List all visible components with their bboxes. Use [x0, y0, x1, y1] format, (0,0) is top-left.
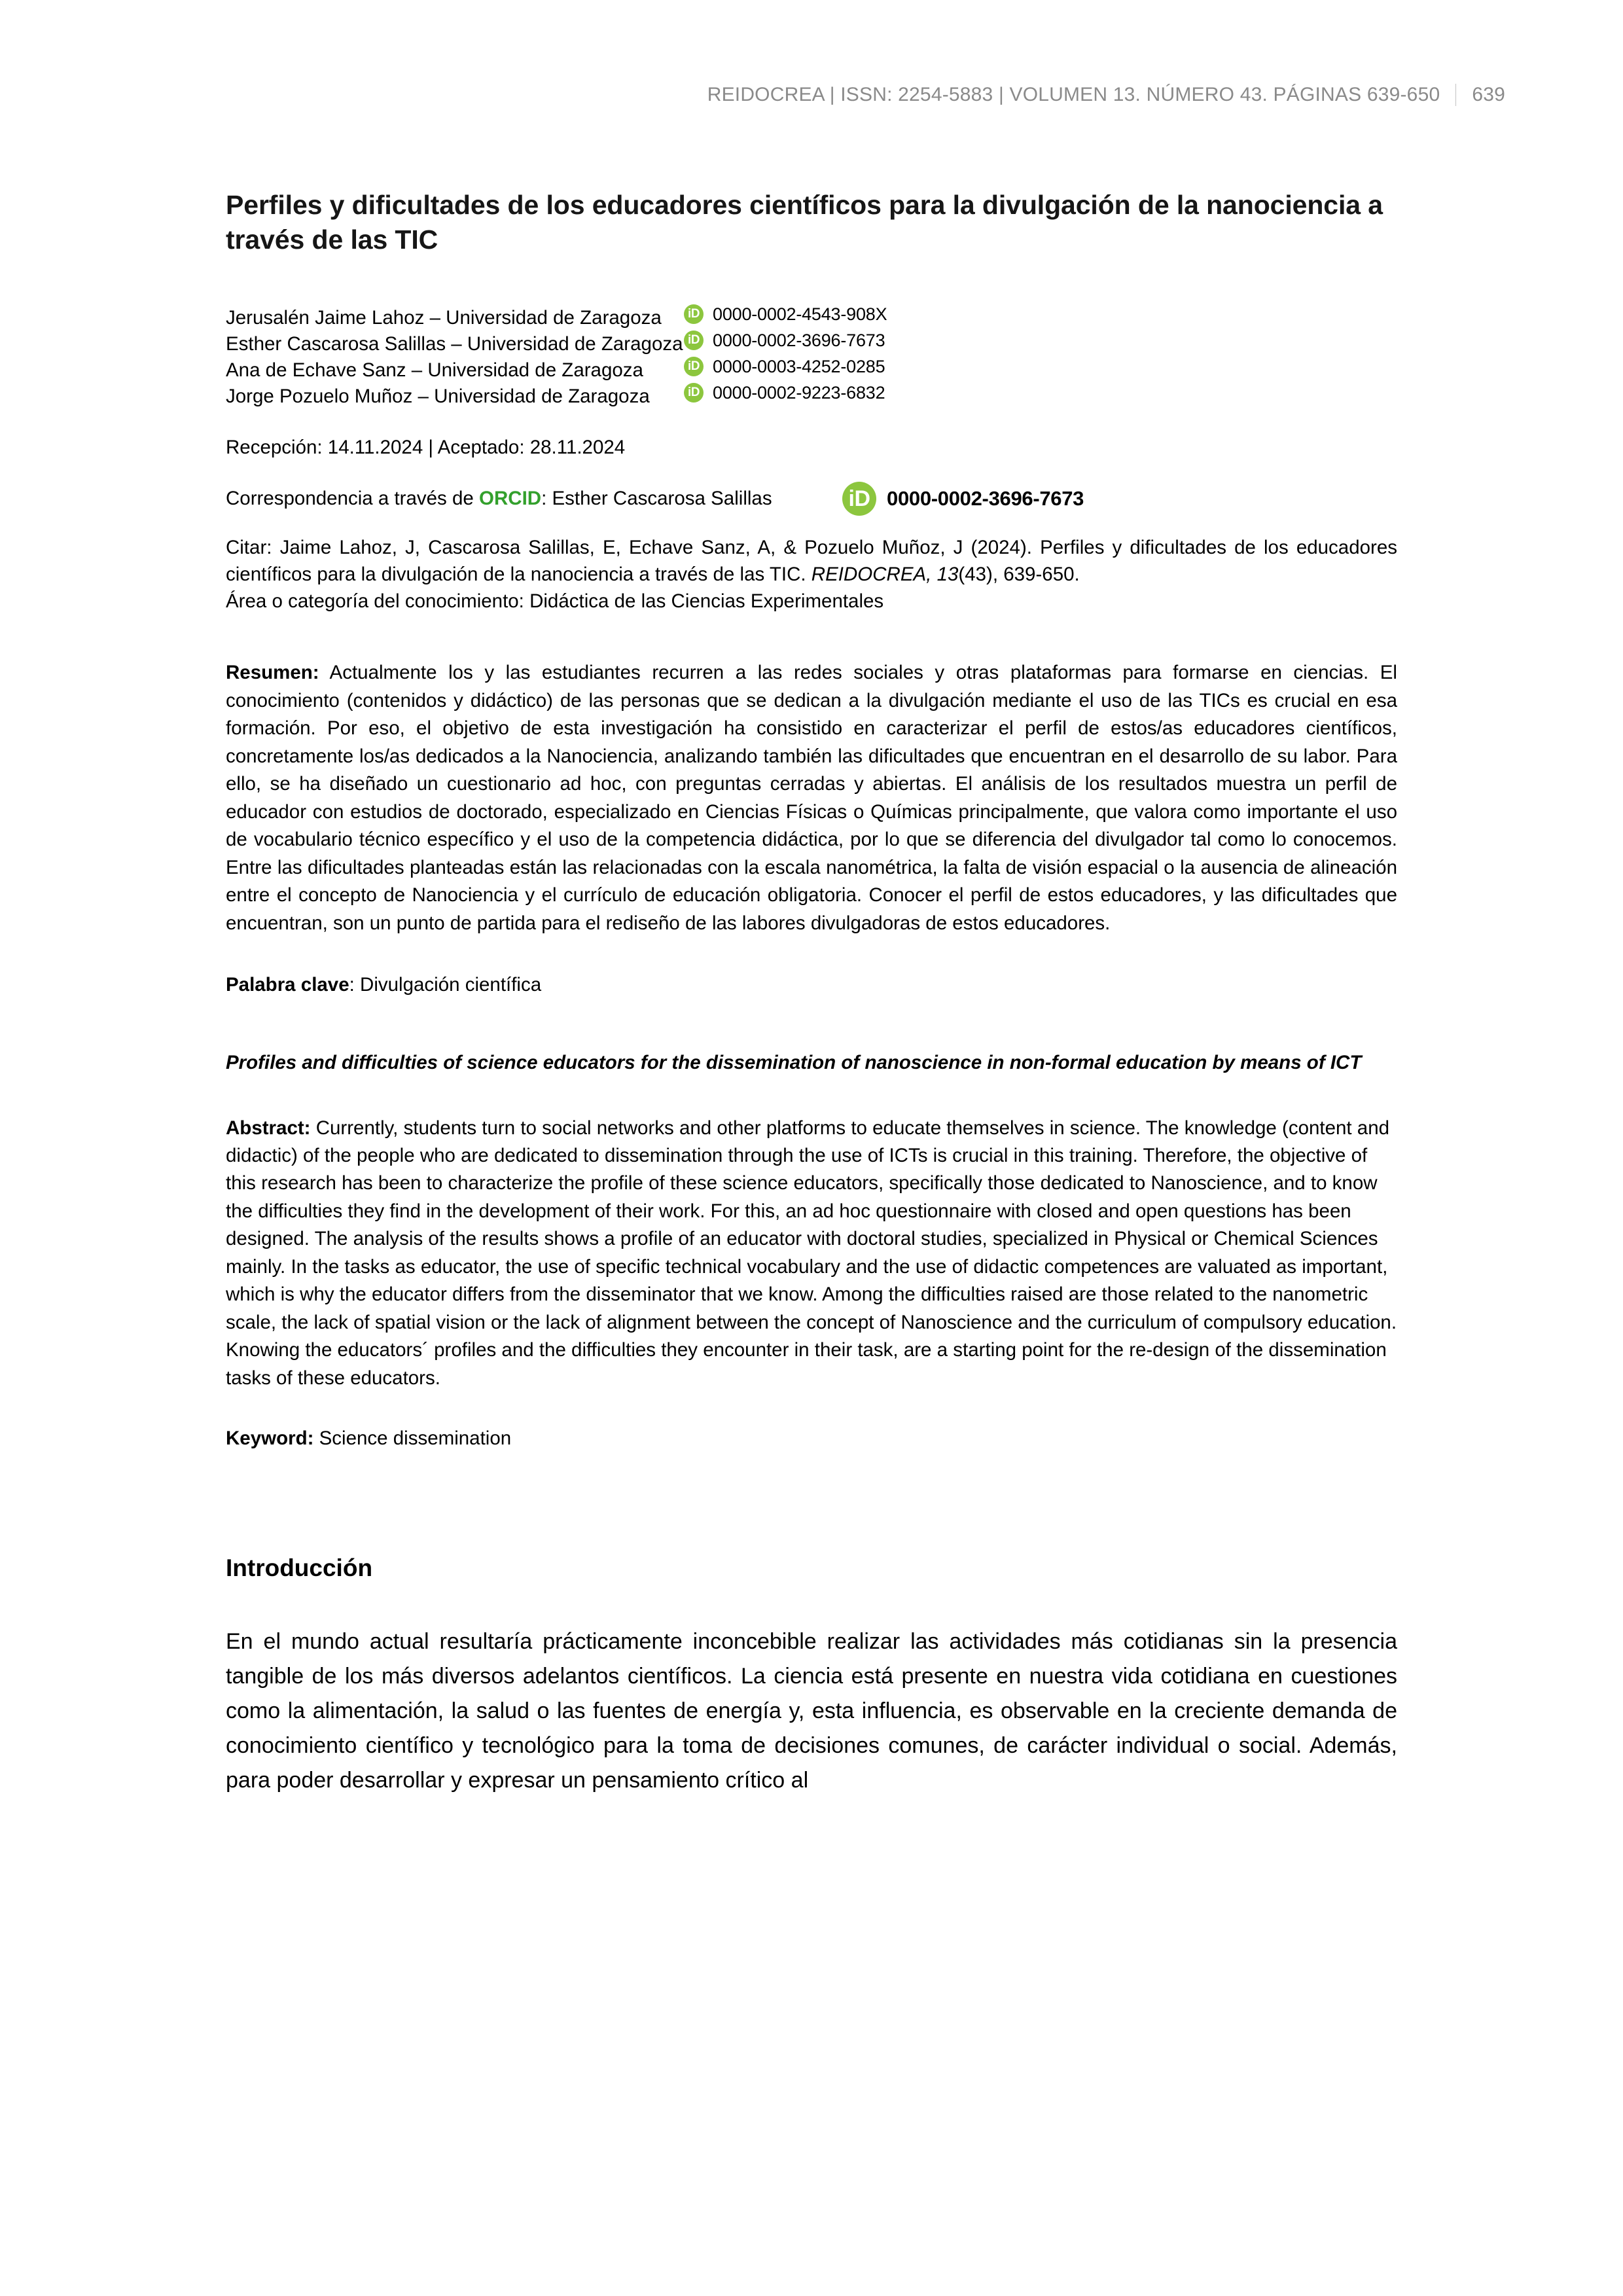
introduction-paragraph: En el mundo actual resultaría prácticamente inconcebible realizar las actividades más cotidianas sin la presencia tangible de los más diversos adelantos científicos. La ciencia está presente en nuestra vida cotidiana en cuestiones como la alimentación, la salud o las fuentes de energía y, esta influencia, es observable en la creciente demanda de conocimiento científico y tecnológico para la toma de decisiones comunes, de carácter individual o social. Además, para poder desarrollar y expresar un pensamiento crítico al	[226, 1628, 1397, 1793]
citation-part2: (43), 639-650.	[958, 563, 1080, 585]
correspondence-orcid[interactable]	[842, 482, 1084, 516]
english-title: Profiles and difficulties of science educators for the dissemination of nanoscience in non-formal education by means of ICT	[226, 1051, 1362, 1073]
orcid-id-icon	[684, 383, 704, 403]
abstract-label: Abstract:	[226, 1117, 311, 1139]
keyword-label: Keyword:	[226, 1427, 314, 1450]
page-title: Perfiles y dificultades de los educadores científicos para la divulgación de la nanociencia a través de las TIC	[226, 190, 1383, 255]
orcid-id-icon	[684, 304, 704, 324]
orcid-icon-label: iD	[688, 333, 700, 348]
author-orcid[interactable]	[684, 380, 885, 406]
knowledge-area-line: Área o categoría del conocimiento: Didáctica de las Ciencias Experimentales	[226, 590, 884, 613]
content-column	[226, 0, 1397, 1798]
author-orcid[interactable]	[684, 301, 887, 327]
citation-part1: Citar: Jaime Lahoz, J, Cascarosa Salillas, E, Echave Sanz, A, & Pozuelo Muñoz, J (2024). Perfiles y dificultades de los educadores científicos para la divulgación de la nanociencia a través de las TIC.	[226, 536, 1397, 585]
author-name: Jorge Pozuelo Muñoz – Universidad de Zaragoza	[226, 385, 650, 407]
running-head-journal-line: REIDOCREA | ISSN: 2254-5883 | VOLUMEN 13. NÚMERO 43. PÁGINAS 639-650	[707, 84, 1440, 105]
resumen-label: Resumen:	[226, 662, 319, 684]
orcid-link[interactable]: ORCID	[479, 487, 542, 509]
orcid-id-number: 0000-0003-4252-0285	[713, 356, 885, 376]
orcid-id-number: 0000-0002-4543-908X	[713, 304, 887, 324]
orcid-id-icon	[684, 357, 704, 376]
keyword-block	[226, 1425, 1397, 1452]
orcid-icon-label: iD	[688, 386, 700, 400]
correspondence-line	[226, 480, 1397, 517]
author-list	[226, 301, 1397, 406]
running-head-divider	[1455, 84, 1456, 106]
orcid-icon-label: iD	[688, 307, 700, 321]
author-name: Jerusalén Jaime Lahoz – Universidad de Zaragoza	[226, 306, 662, 329]
orcid-id-icon	[684, 331, 704, 350]
orcid-id-number: 0000-0002-3696-7673	[887, 486, 1084, 510]
citation-journal: REIDOCREA, 13	[811, 563, 959, 585]
author-name: Ana de Echave Sanz – Universidad de Zaragoza	[226, 359, 643, 381]
author-orcid[interactable]	[684, 327, 885, 353]
palabra-clave-block	[226, 971, 1397, 999]
abstract-text: Currently, students turn to social networks and other platforms to educate themselves in science. The knowledge (content and didactic) of the people who are dedicated to dissemination through the use of ICTs is crucial in this training. Therefore, the objective of this research has been to characterize the profile of these science educators, specifically those dedicated to Nanoscience, and to know the difficulties they find in the development of their work. For this, an ad hoc questionnaire with closed and open questions has been designed. The analysis of the results shows a profile of an educator with doctoral studies, specialized in Physical or Chemical Sciences mainly. In the tasks as educator, the use of specific technical vocabulary and the use of didactic competences are valuated as important, which is why the educator differs from the disseminator that we know. Among the difficulties raised are those related to the nanometric scale, the lack of spatial vision or the lack of alignment between the concept of Nanoscience and the curriculum of compulsory education. Knowing the educators´ profiles and the difficulties they encounter in their task, are a starting point for the re-design of the dissemination tasks of these educators.	[226, 1117, 1397, 1389]
author-row	[226, 353, 1397, 380]
author-row	[226, 380, 1397, 406]
author-row	[226, 301, 1397, 327]
resumen-block	[226, 659, 1397, 937]
palabra-clave-label: Palabra clave	[226, 974, 349, 996]
correspondence-text	[226, 488, 815, 510]
orcid-icon-label: iD	[848, 486, 870, 511]
orcid-id-number: 0000-0002-9223-6832	[713, 382, 885, 403]
reception-acceptance-dates: Recepción: 14.11.2024 | Aceptado: 28.11.2024	[226, 436, 626, 458]
section-heading-introduccion: Introducción	[226, 1554, 373, 1581]
orcid-icon-label: iD	[688, 359, 700, 374]
resumen-text: Actualmente los y las estudiantes recurren a las redes sociales y otras plataformas para formarse en ciencias. El conocimiento (contenidos y didáctico) de las personas que se dedican a la divulgación mediante el uso de las TICs es crucial en esa formación. Por eso, el objetivo de esta investigación ha consistido en caracterizar el perfil de estos/as educadores científicos, concretamente los/as dedicados a la Nanociencia, analizando también las dificultades que encuentran en el desarrollo de su labor. Para ello, se ha diseñado un cuestionario ad hoc, con preguntas cerradas y abiertas. El análisis de los resultados muestra un perfil de educador con estudios de doctorado, especializado en Ciencias Físicas o Químicas principalmente, que valora como importante el uso de vocabulario técnico específico y el uso de la competencia didáctica, por lo que se diferencia del divulgador tal como lo conocemos. Entre las dificultades planteadas están las relacionadas con la escala nanométrica, la falta de visión espacial o la ausencia de alineación entre el concepto de Nanociencia y el currículo de educación obligatoria. Conocer el perfil de estos educadores, y las dificultades que encuentran, son un punto de partida para el rediseño de las labores divulgadoras de estos educadores.	[226, 662, 1397, 934]
author-orcid[interactable]	[684, 353, 885, 380]
page-number: 639	[1472, 84, 1505, 105]
palabra-clave-text: : Divulgación científica	[349, 974, 542, 996]
keyword-text: Science dissemination	[313, 1427, 512, 1450]
correspondence-prefix: Correspondencia a través de	[226, 487, 480, 509]
author-name: Esther Cascarosa Salillas – Universidad de Zaragoza	[226, 332, 683, 355]
author-row	[226, 327, 1397, 353]
correspondence-suffix: : Esther Cascarosa Salillas	[541, 487, 772, 509]
orcid-id-icon	[842, 482, 876, 516]
orcid-id-number: 0000-0002-3696-7673	[713, 330, 885, 350]
citation-block	[226, 534, 1397, 588]
abstract-block	[226, 1115, 1397, 1393]
